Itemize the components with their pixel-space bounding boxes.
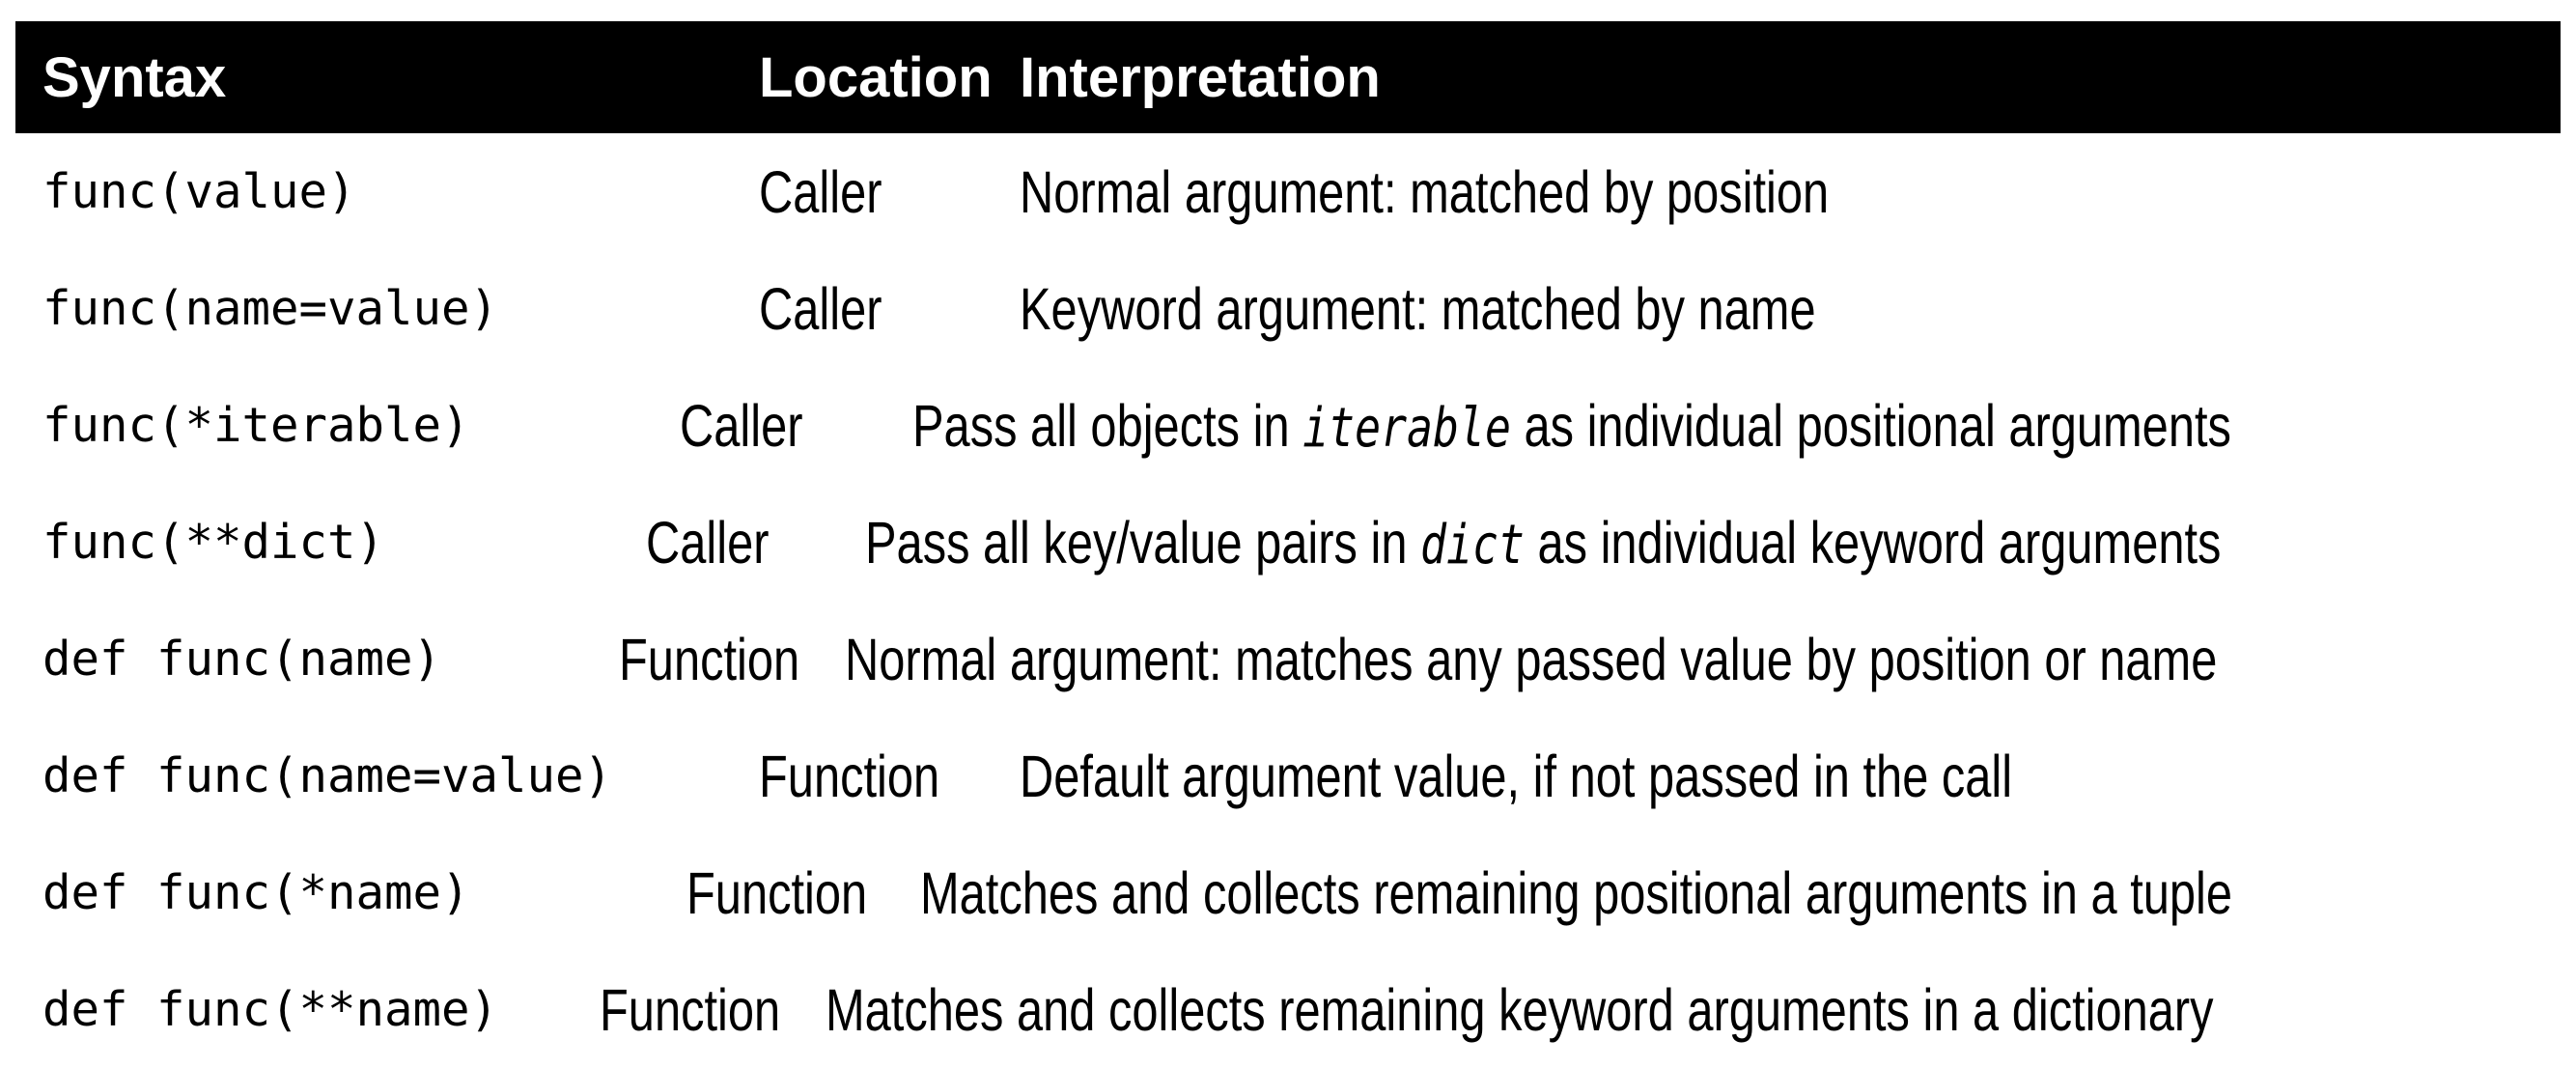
table-row: [15, 717, 2561, 834]
header-syntax-label: Syntax: [42, 45, 227, 109]
interpretation-cell: Matches and collects remaining keyword arguments in a dictionary: [826, 976, 2214, 1043]
table-row: [15, 250, 2561, 367]
syntax-cell: def func(name=value): [42, 748, 613, 803]
location-cell: Function: [619, 626, 800, 692]
table-row: [15, 133, 2561, 250]
syntax-cell: def func(**name): [42, 982, 499, 1037]
location-cell: Function: [759, 743, 940, 809]
location-cell: Caller: [646, 509, 770, 576]
interpretation-cell: Keyword argument: matched by name: [1020, 275, 1816, 342]
table-header: [15, 21, 2561, 133]
location-cell: Caller: [759, 158, 882, 225]
interpretation-cell: Matches and collects remaining positional arguments in a tuple: [920, 859, 2233, 926]
syntax-cell: func(**dict): [42, 515, 385, 570]
table-row: [15, 484, 2561, 601]
interpretation-cell: Pass all objects in iterable as individual positional arguments: [911, 392, 2231, 460]
interpretation-cell: Normal argument: matched by position: [1020, 158, 1830, 225]
header-cell-location: [759, 45, 1020, 110]
syntax-cell: func(name=value): [42, 281, 499, 336]
table-row: [15, 951, 2561, 1068]
interpretation-cell: Normal argument: matches any passed value by position or name: [845, 626, 2218, 692]
location-cell: Caller: [759, 275, 882, 342]
syntax-cell: func(value): [42, 164, 356, 219]
header-location-label: Location: [759, 45, 993, 109]
interpretation-cell: Pass all key/value pairs in dict as individual keyword arguments: [865, 509, 2222, 576]
header-cell-syntax: [15, 45, 759, 110]
header-interpretation-label: Interpretation: [1020, 45, 1381, 109]
table-row: [15, 601, 2561, 717]
argument-matching-table: [15, 21, 2561, 1068]
table-row: [15, 367, 2561, 484]
location-cell: Function: [686, 859, 867, 926]
interpretation-cell: Default argument value, if not passed in the call: [1020, 743, 2013, 809]
header-cell-interpretation: [1020, 45, 2561, 110]
syntax-cell: def func(*name): [42, 865, 470, 920]
location-cell: Function: [600, 976, 781, 1043]
table-row: [15, 834, 2561, 951]
location-cell: Caller: [680, 392, 803, 459]
syntax-cell: func(*iterable): [42, 398, 470, 453]
syntax-cell: def func(name): [42, 632, 442, 687]
